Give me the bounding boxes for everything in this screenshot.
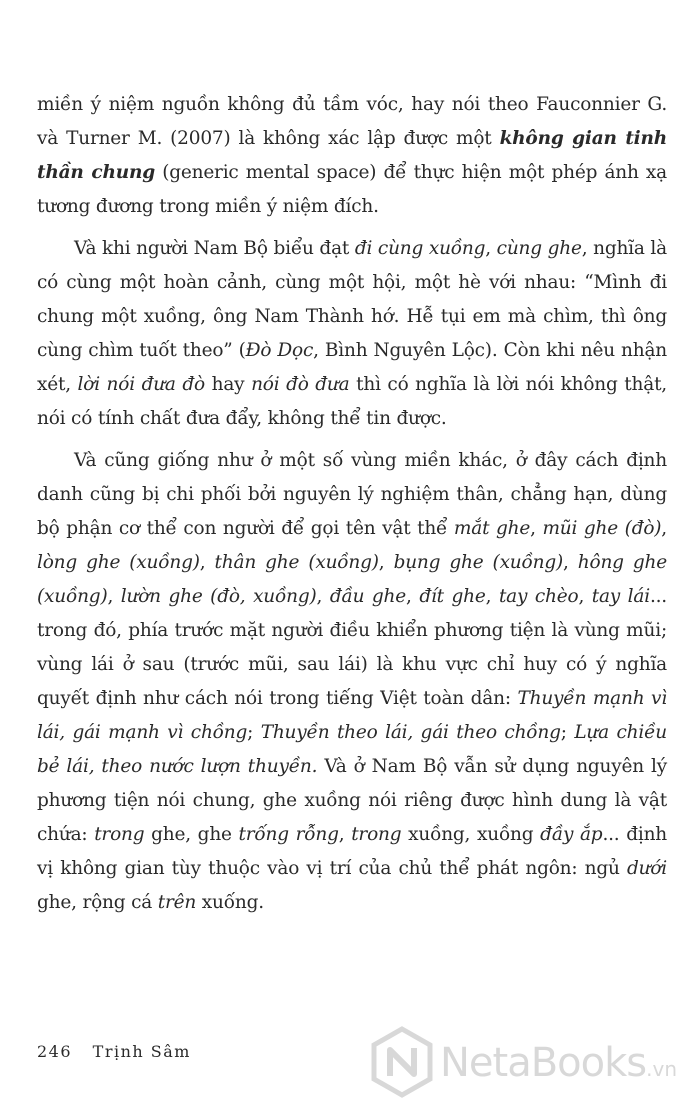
italic-term: tay lái — [591, 586, 650, 607]
italic-term: trống rỗng — [238, 824, 339, 845]
italic-term: trong — [351, 824, 402, 845]
watermark-text — [440, 1040, 677, 1086]
italic-term: mắt ghe — [453, 518, 531, 539]
bold-italic-term: không gian tinh thần chung — [37, 128, 667, 183]
text-run: miền ý niệm nguồn không đủ tầm vóc, hay nói theo Fauconnier G. và Turner M. (2007) là không xác lập được một — [37, 94, 667, 149]
italic-term: bụng ghe (xuồng) — [393, 552, 564, 573]
italic-term: dưới — [626, 858, 667, 879]
italic-term: trên — [157, 892, 197, 913]
paragraph-3 — [37, 444, 667, 920]
italic-term: mũi ghe (đò) — [542, 518, 662, 539]
author-name: Trịnh Sâm — [92, 1042, 191, 1061]
text-run: ; — [247, 722, 261, 743]
text-run: Và ở Nam Bộ vẫn sử dụng nguyên lý phương tiện nói chung, ghe xuồng nói riêng được hình dung là vật chứa: — [37, 756, 667, 845]
text-run: , — [107, 586, 121, 607]
text-run: ghe, rộng cá — [37, 892, 158, 913]
text-run: , — [378, 552, 394, 573]
text-run: , nghĩa là có cùng một hoàn cảnh, cùng một hội, một hè với nhau: “Mình đi chung một xuồng, ông Nam Thành hớ. Hễ tụi em mà chìm, thì ông cùng chìm tuốt theo” ( — [37, 238, 667, 361]
text-run: , — [661, 518, 667, 539]
italic-term: Đò Dọc — [245, 340, 314, 361]
text-run: , — [530, 518, 543, 539]
italic-term: Thuyền mạnh vì lái, gái mạnh vì chồng — [37, 688, 667, 743]
text-run: , — [578, 586, 592, 607]
text-run: , — [316, 586, 330, 607]
italic-term: nói đò đưa — [251, 374, 350, 395]
text-run: xuống. — [196, 892, 264, 913]
netabooks-logo-icon — [370, 1026, 434, 1098]
italic-term: đi cùng xuồng — [354, 238, 486, 259]
italic-term: đầu ghe — [329, 586, 407, 607]
text-run: (generic mental space) để thực hiện một phép ánh xạ tương đương trong miền ý niệm đích. — [37, 162, 667, 217]
watermark-brand: NetaBooks — [440, 1040, 647, 1086]
text-run: Và cũng giống như ở một số vùng miền khác, ở đây cách định danh cũng bị chi phối bởi nguyên lý nghiệm thân, chẳng hạn, dùng bộ phận cơ thể con người để gọi tên vật thể — [37, 450, 667, 539]
page-number: 246 — [37, 1042, 73, 1061]
italic-term: trong — [94, 824, 145, 845]
text-run: , — [485, 238, 497, 259]
text-run: thì có nghĩa là lời nói không thật, nói có tính chất đưa đẩy, không thể tin được. — [37, 374, 667, 429]
text-run: xuồng, xuồng — [401, 824, 541, 845]
page-body — [37, 88, 667, 920]
italic-term: tay chèo — [498, 586, 579, 607]
text-run: , Bình Nguyên Lộc). Còn khi nêu nhận xét, — [37, 340, 667, 395]
text-run: ; — [560, 722, 575, 743]
text-run: , — [199, 552, 215, 573]
watermark — [368, 1022, 698, 1102]
italic-term: lời nói đưa đò — [77, 374, 205, 395]
paragraph-2 — [37, 232, 667, 436]
text-run: ghe, ghe — [144, 824, 239, 845]
italic-term: đầy ắp — [540, 824, 603, 845]
text-run: , — [563, 552, 578, 573]
watermark-suffix: .vn — [646, 1057, 677, 1081]
paragraph-1 — [37, 88, 667, 224]
italic-term: Lựa chiều bẻ lái, theo nước lượn thuyền. — [37, 722, 667, 777]
text-run: ... định vị không gian tùy thuộc vào vị trí của chủ thể phát ngôn: ngủ — [37, 824, 668, 879]
text-run: , — [406, 586, 420, 607]
italic-term: thân ghe (xuồng) — [214, 552, 379, 573]
text-run: , — [485, 586, 499, 607]
italic-term: lòng ghe (xuồng) — [37, 552, 200, 573]
italic-term: cùng ghe — [496, 238, 582, 259]
italic-term: Thuyền theo lái, gái theo chồng — [260, 722, 561, 743]
text-run: Và khi người Nam Bộ biểu đạt — [74, 238, 355, 259]
italic-term: đít ghe — [419, 586, 486, 607]
text-run: ... trong đó, phía trước mặt người điều khiển phương tiện là vùng mũi; vùng lái ở sau (trước mũi, sau lái) là khu vực chỉ huy có ý nghĩa quyết định như cách nói trong tiếng Việt toàn dân: — [37, 586, 667, 709]
text-run: , — [338, 824, 352, 845]
page-footer — [37, 1042, 191, 1061]
italic-term: lườn ghe (đò, xuồng) — [120, 586, 317, 607]
text-run: hay — [204, 374, 252, 395]
italic-term: hông ghe (xuồng) — [37, 552, 667, 607]
